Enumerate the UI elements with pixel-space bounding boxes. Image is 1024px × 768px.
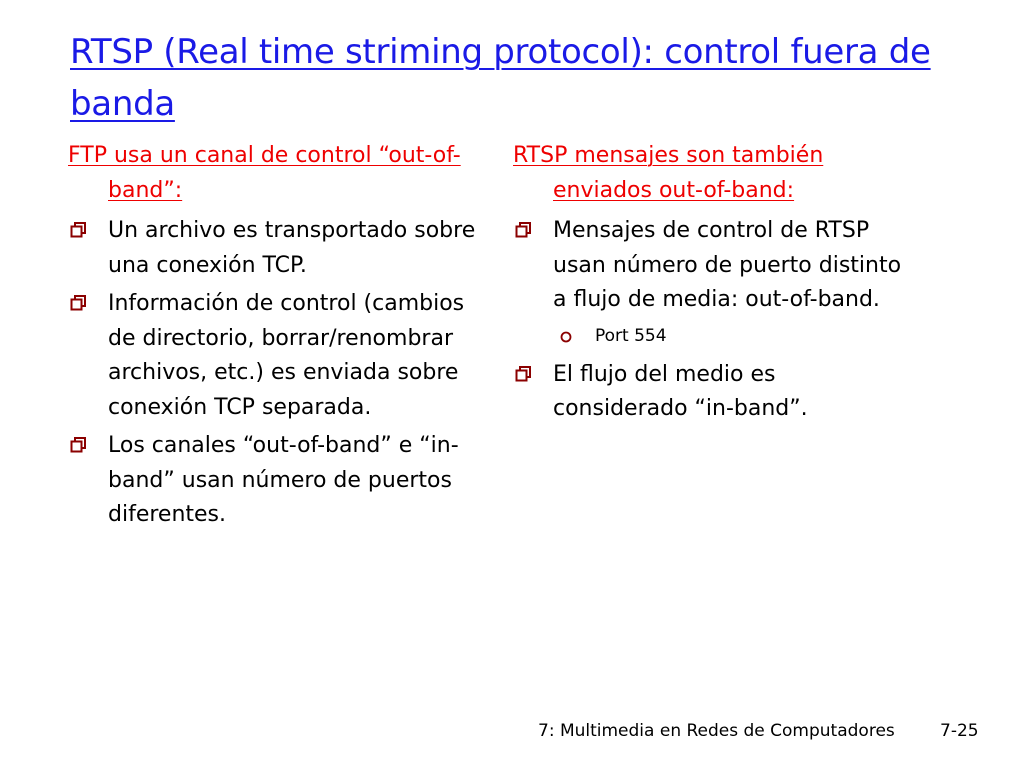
square-box-bullet-icon <box>68 287 92 321</box>
left-bullet-2 <box>68 287 488 425</box>
right-sub-bullet-1 <box>513 322 913 350</box>
ring-bullet-icon <box>558 322 578 350</box>
right-column-heading: RTSP mensajes son también enviados out-of-band: <box>513 143 824 203</box>
slide-title <box>70 26 970 130</box>
left-bullet-3-text: Los canales “out-of-band” e “in-band” usan número de puertos diferentes. <box>108 433 459 527</box>
left-column-heading: FTP usa un canal de control “out-of-band”: <box>68 143 461 203</box>
right-sub-bullet-1-text: Port 554 <box>595 325 667 346</box>
right-bullet-1 <box>513 214 913 318</box>
left-bullet-2-text: Información de control (cambios de directorio, borrar/renombrar archivos, etc.) es enviada sobre conexión TCP separada. <box>108 291 465 420</box>
right-column <box>513 139 913 431</box>
footer-course: 7: Multimedia en Redes de Computadores <box>538 721 895 741</box>
right-bullet-1-text: Mensajes de control de RTSP usan número de puerto distinto a flujo de media: out-of-band. <box>553 218 902 312</box>
right-bullet-2-text: El flujo del medio es considerado “in-band”. <box>553 361 808 421</box>
left-bullet-1 <box>68 214 488 283</box>
left-bullet-1-text: Un archivo es transportado sobre una conexión TCP. <box>108 218 476 278</box>
square-box-bullet-icon <box>513 358 537 392</box>
square-box-bullet-icon <box>68 429 92 463</box>
square-box-bullet-icon <box>68 214 92 248</box>
right-bullet-2 <box>513 358 913 427</box>
slide-title-text: RTSP (Real time striming protocol): control fuera de banda <box>70 32 931 124</box>
left-column <box>68 139 488 537</box>
footer-page-number: 7-25 <box>940 721 979 741</box>
square-box-bullet-icon <box>513 214 537 248</box>
left-bullet-3 <box>68 429 488 533</box>
